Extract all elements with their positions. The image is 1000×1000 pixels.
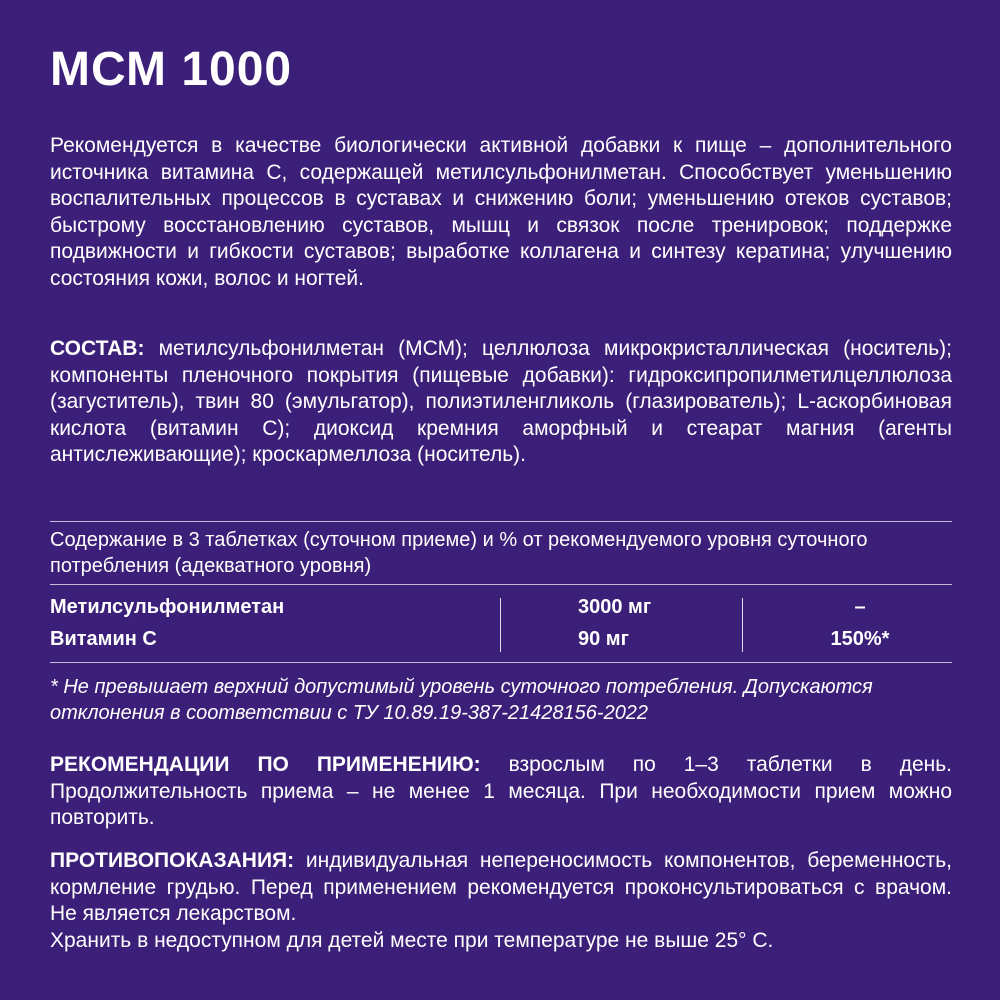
product-description: Рекомендуется в качестве биологически активной добавки к пище – дополнительного источника витамина С, содержащей метилсульфонилметан. Способствует уменьшению воспалительных процессов в суставах и снижению боли; уменьшению отеков суставов; быстрому восстановлению суставов, мышц и связок после тренировок; поддержке подвижности и гибкости суставов; выработке коллагена и синтезу кератина; улучшению состояния кожи, волос и ногтей. xyxy=(50,134,952,290)
composition-label: СОСТАВ: xyxy=(50,337,145,360)
nutrient-amount: 3000 мг xyxy=(578,596,652,618)
nutrition-top-divider xyxy=(50,521,952,522)
nutrition-row xyxy=(50,592,952,624)
nutrient-name: Метилсульфонилметан xyxy=(50,596,285,618)
recommendations-paragraph xyxy=(50,752,952,832)
product-title: МСМ 1000 xyxy=(50,43,293,96)
composition-paragraph xyxy=(50,336,952,469)
contraindications-label: ПРОТИВОПОКАЗАНИЯ: xyxy=(50,849,295,872)
nutrient-percent: – xyxy=(854,596,866,618)
footnote: * Не превышает верхний допустимый уровень суточного потребления. Допускаются отклонения в соответствии с ТУ 10.89.19-387-21428156-2022 xyxy=(50,676,873,724)
nutrient-percent: 150%* xyxy=(830,628,890,650)
nutrition-intro: Содержание в 3 таблетках (суточном приеме) и % от рекомендуемого уровня суточного потребления (адекватного уровня) xyxy=(50,529,868,577)
nutrition-column-divider xyxy=(742,598,743,652)
nutrition-column-divider xyxy=(500,598,501,652)
nutrition-header-divider xyxy=(50,584,952,585)
recommendations-label: РЕКОМЕНДАЦИИ ПО ПРИМЕНЕНИЮ: xyxy=(50,753,481,776)
contraindications-paragraph xyxy=(50,848,952,928)
nutrient-amount: 90 мг xyxy=(578,628,629,650)
nutrient-name: Витамин С xyxy=(50,628,157,650)
nutrition-bottom-divider xyxy=(50,662,952,663)
nutrition-row xyxy=(50,624,952,656)
contraindications-text: индивидуальная непереносимость компонентов, беременность, кормление грудью. Перед применением рекомендуется проконсультироваться с врачом. Не является лекарством. xyxy=(50,849,952,925)
composition-text: метилсульфонилметан (МСМ); целлюлоза микрокристаллическая (носитель); компоненты пленочного покрытия (пищевые добавки): гидроксипропилметилцеллюлоза (загуститель), твин 80 (эмульгатор), полиэтиленгликоль (глазирователь); L-аскорбиновая кислота (витамин С); диоксид кремния аморфный и стеарат магния (агенты антислеживающие); кроскармеллоза (носитель). xyxy=(50,337,952,466)
recommendations-text: взрослым по 1–3 таблетки в день. Продолжительность приема – не менее 1 месяца. При необходимости прием можно повторить. xyxy=(50,753,953,829)
storage-instructions: Хранить в недоступном для детей месте при температуре не выше 25° С. xyxy=(50,929,774,952)
